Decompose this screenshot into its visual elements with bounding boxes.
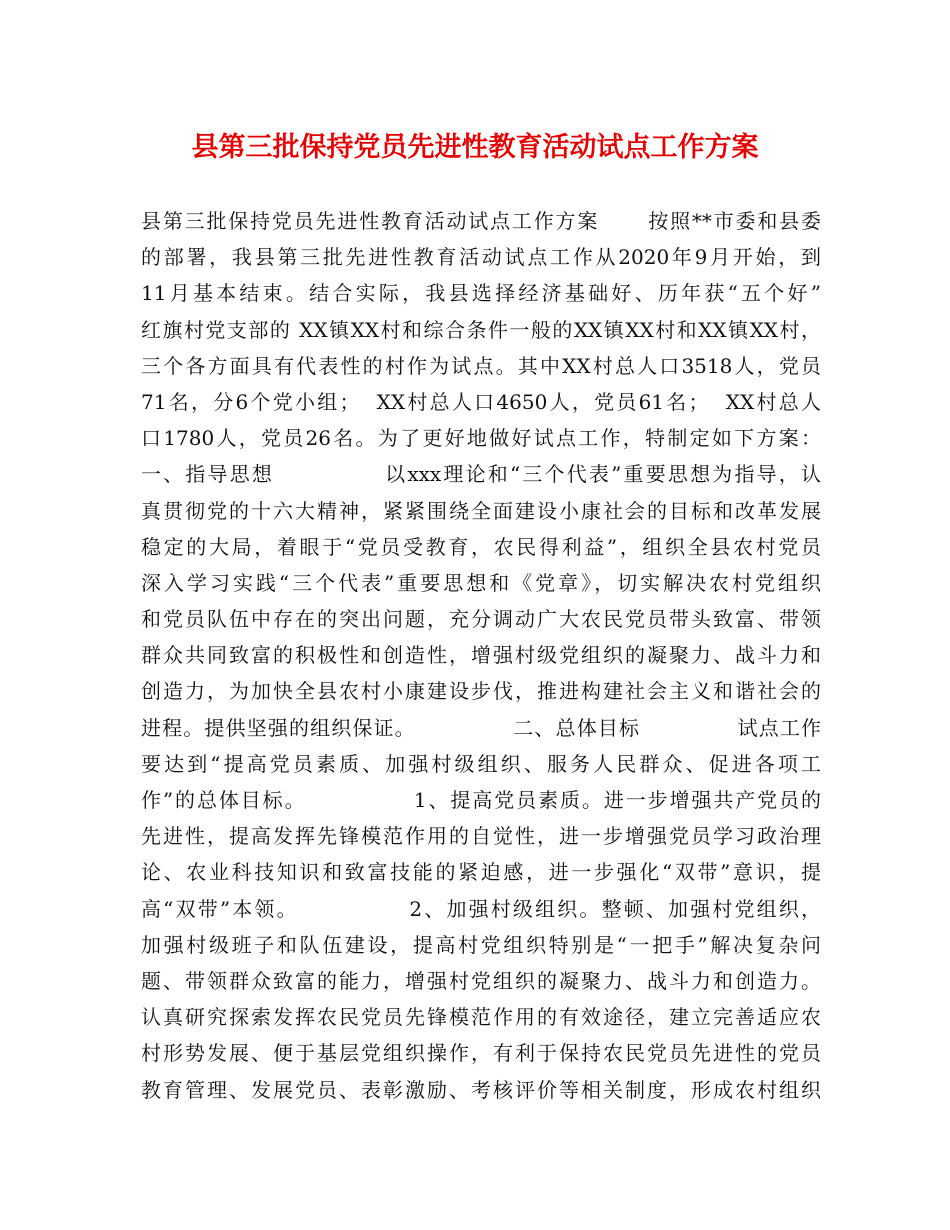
body-line: 和党员队伍中存在的突出问题，充分调动广大农民党员带头致富、带领: [141, 607, 821, 632]
body-line: 题、带领群众致富的能力，增强村党组织的凝聚力、战斗力和创造力。: [141, 968, 821, 993]
body-line: 深入学习实践“三个代表”重要思想和《党章》，切实解决农村党组织: [141, 570, 821, 595]
body-line: 县第三批保持党员先进性教育活动试点工作方案 按照**市委和县委: [141, 209, 821, 233]
document-body: [141, 203, 821, 1108]
body-line: 口1780人，党员26名。为了更好地做好试点工作，特制定如下方案：: [141, 426, 821, 451]
body-line: 要达到“提高党员素质、加强村级组织、服务人民群众、促进各项工: [141, 751, 821, 776]
body-line: 稳定的大局，着眼于“党员受教育，农民得利益”，组织全县农村党员: [141, 534, 821, 559]
body-line: 高“双带”本领。 2、加强村级组织。整顿、加强村党组织，: [141, 896, 821, 921]
body-line: 认真研究探索发挥农民党员先锋模范作用的有效途径，建立完善适应农: [141, 1005, 821, 1030]
document-title: 县第三批保持党员先进性教育活动试点工作方案: [191, 132, 759, 163]
body-line: 三个各方面具有代表性的村作为试点。其中XX村总人口3518人，党员: [141, 353, 821, 378]
body-line: 群众共同致富的积极性和创造性，增强村级党组织的凝聚力、战斗力和: [141, 643, 821, 668]
body-line: 的部署，我县第三批先进性教育活动试点工作从2020年9月开始，到: [141, 245, 821, 270]
body-line: 作”的总体目标。 1、提高党员素质。进一步增强共产党员的: [141, 788, 821, 812]
body-line: 11月基本结束。结合实际，我县选择经济基础好、历年获“五个好”: [141, 281, 821, 306]
body-line: 真贯彻党的十六大精神，紧紧围绕全面建设小康社会的目标和改革发展: [141, 498, 821, 523]
body-line: 一、指导思想 以xxx理论和“三个代表”重要思想为指导，认: [141, 462, 821, 487]
body-line: 创造力，为加快全县农村小康建设步伐，推进构建社会主义和谐社会的: [141, 679, 821, 704]
body-line: 村形势发展、便于基层党组织操作，有利于保持农民党员先进性的党员: [141, 1041, 821, 1066]
body-line: 论、农业科技知识和致富技能的紧迫感，进一步强化“双带”意识，提: [141, 860, 821, 885]
body-line: 先进性，提高发挥先锋模范作用的自觉性，进一步增强党员学习政治理: [141, 824, 821, 849]
body-line: 教育管理、发展党员、表彰激励、考核评价等相关制度，形成农村组织: [141, 1077, 821, 1102]
body-line: 红旗村党支部的 XX镇XX村和综合条件一般的XX镇XX村和XX镇XX村，: [141, 317, 821, 342]
body-line: 进程。提供坚强的组织保证。 二、总体目标 试点工作: [141, 715, 821, 740]
body-line: 加强村级班子和队伍建设，提高村党组织特别是“一把手”解决复杂问: [141, 932, 821, 957]
body-line: 71名，分6个党小组； XX村总人口4650人，党员61名； XX村总人: [141, 389, 821, 414]
